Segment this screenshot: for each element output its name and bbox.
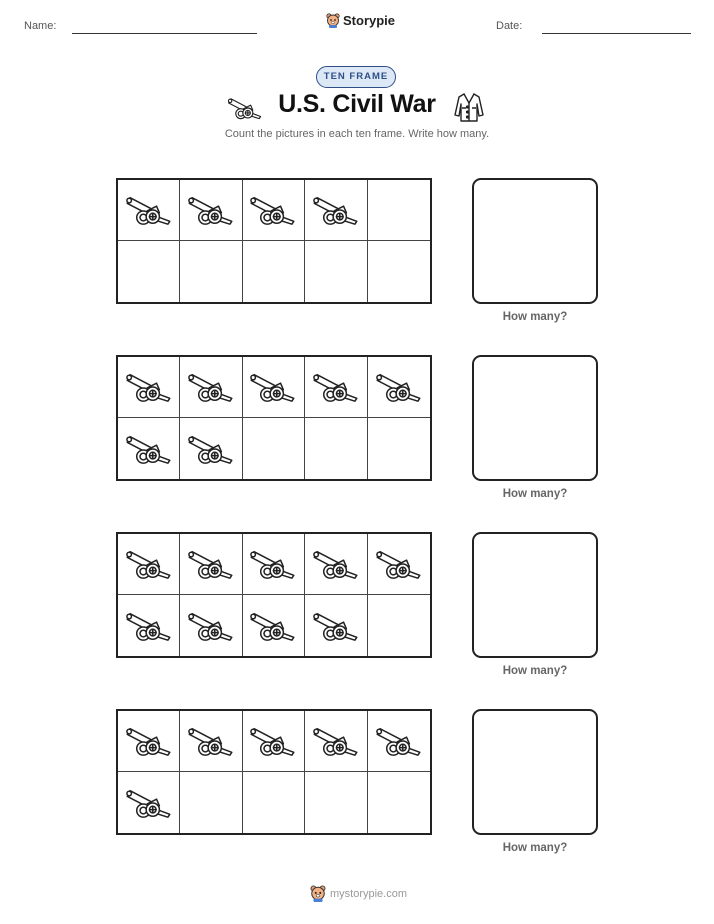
ten-frame-cell [305, 772, 367, 833]
cannon-icon [313, 609, 359, 643]
storypie-bear-icon [326, 13, 340, 28]
ten-frame-cell [180, 180, 242, 241]
ten-frame-cell [305, 534, 367, 595]
ten-frame-cell [243, 418, 305, 479]
ten-frame-cell [243, 772, 305, 833]
cannon-icon [250, 193, 296, 227]
cannon-icon [126, 786, 172, 820]
ten-frame [116, 178, 432, 304]
ten-frame-cell [118, 595, 180, 656]
ten-frame [116, 709, 432, 835]
how-many-label: How many? [502, 665, 568, 677]
ten-frame-cell [243, 595, 305, 656]
ten-frame-cell [305, 595, 367, 656]
cannon-icon [376, 724, 422, 758]
footer-url[interactable]: mystorypie.com [330, 887, 408, 900]
brand-logo [326, 13, 395, 28]
ten-frame-cell [243, 711, 305, 772]
ten-frame-cell [368, 180, 430, 241]
ten-frame-cell [180, 711, 242, 772]
ten-frame-cell [243, 357, 305, 418]
how-many-label: How many? [502, 488, 568, 500]
answer-box[interactable] [472, 709, 598, 835]
ten-frame-cell [368, 711, 430, 772]
cannon-icon [250, 370, 296, 404]
how-many-label: How many? [502, 311, 568, 323]
cannon-icon [126, 547, 172, 581]
cannon-icon [313, 370, 359, 404]
instructions: Count the pictures in each ten frame. Write how many. [224, 128, 490, 140]
cannon-icon [188, 547, 234, 581]
cannon-icon [126, 370, 172, 404]
ten-frame-cell [305, 241, 367, 302]
ten-frame-cell [180, 241, 242, 302]
answer-box[interactable] [472, 355, 598, 481]
cannon-icon [126, 609, 172, 643]
cannon-icon [313, 547, 359, 581]
worksheet-type-badge: TEN FRAME [316, 66, 396, 88]
ten-frame-cell [243, 534, 305, 595]
cannon-icon [188, 370, 234, 404]
coat-icon [453, 91, 485, 123]
how-many-label: How many? [502, 842, 568, 854]
cannon-icon [188, 609, 234, 643]
ten-frame-cell [118, 534, 180, 595]
ten-frame-cell [305, 418, 367, 479]
ten-frame-cell [118, 357, 180, 418]
storypie-bear-icon [310, 885, 326, 902]
cannon-icon [250, 724, 296, 758]
date-label: Date: [496, 20, 523, 32]
name-line[interactable] [72, 33, 257, 34]
ten-frame-cell [368, 357, 430, 418]
cannon-icon [313, 724, 359, 758]
ten-frame-cell [180, 772, 242, 833]
cannon-icon [313, 193, 359, 227]
cannon-icon [250, 609, 296, 643]
brand-name: Storypie [343, 13, 396, 28]
cannon-icon [126, 193, 172, 227]
answer-box[interactable] [472, 532, 598, 658]
answer-box[interactable] [472, 178, 598, 304]
ten-frame-cell [180, 357, 242, 418]
ten-frame [116, 355, 432, 481]
name-label: Name: [24, 20, 57, 32]
ten-frame-cell [305, 180, 367, 241]
cannon-icon [376, 547, 422, 581]
ten-frame-cell [305, 711, 367, 772]
ten-frame-cell [180, 534, 242, 595]
cannon-icon [250, 547, 296, 581]
cannon-icon [188, 724, 234, 758]
ten-frame-cell [368, 534, 430, 595]
ten-frame-cell [368, 772, 430, 833]
ten-frame-cell [118, 711, 180, 772]
ten-frame-cell [118, 418, 180, 479]
page-title: U.S. Civil War [278, 90, 436, 118]
ten-frame-cell [118, 241, 180, 302]
ten-frame-cell [243, 180, 305, 241]
ten-frame-cell [243, 241, 305, 302]
footer [310, 885, 407, 902]
cannon-icon [376, 370, 422, 404]
cannon-icon [126, 432, 172, 466]
cannon-icon [126, 724, 172, 758]
cannon-icon [188, 193, 234, 227]
ten-frame-cell [368, 595, 430, 656]
ten-frame-cell [180, 595, 242, 656]
ten-frame-cell [180, 418, 242, 479]
ten-frame [116, 532, 432, 658]
ten-frame-cell [118, 180, 180, 241]
ten-frame-cell [305, 357, 367, 418]
ten-frame-cell [368, 418, 430, 479]
ten-frame-cell [118, 772, 180, 833]
date-line[interactable] [542, 33, 691, 34]
ten-frame-cell [368, 241, 430, 302]
cannon-icon [188, 432, 234, 466]
